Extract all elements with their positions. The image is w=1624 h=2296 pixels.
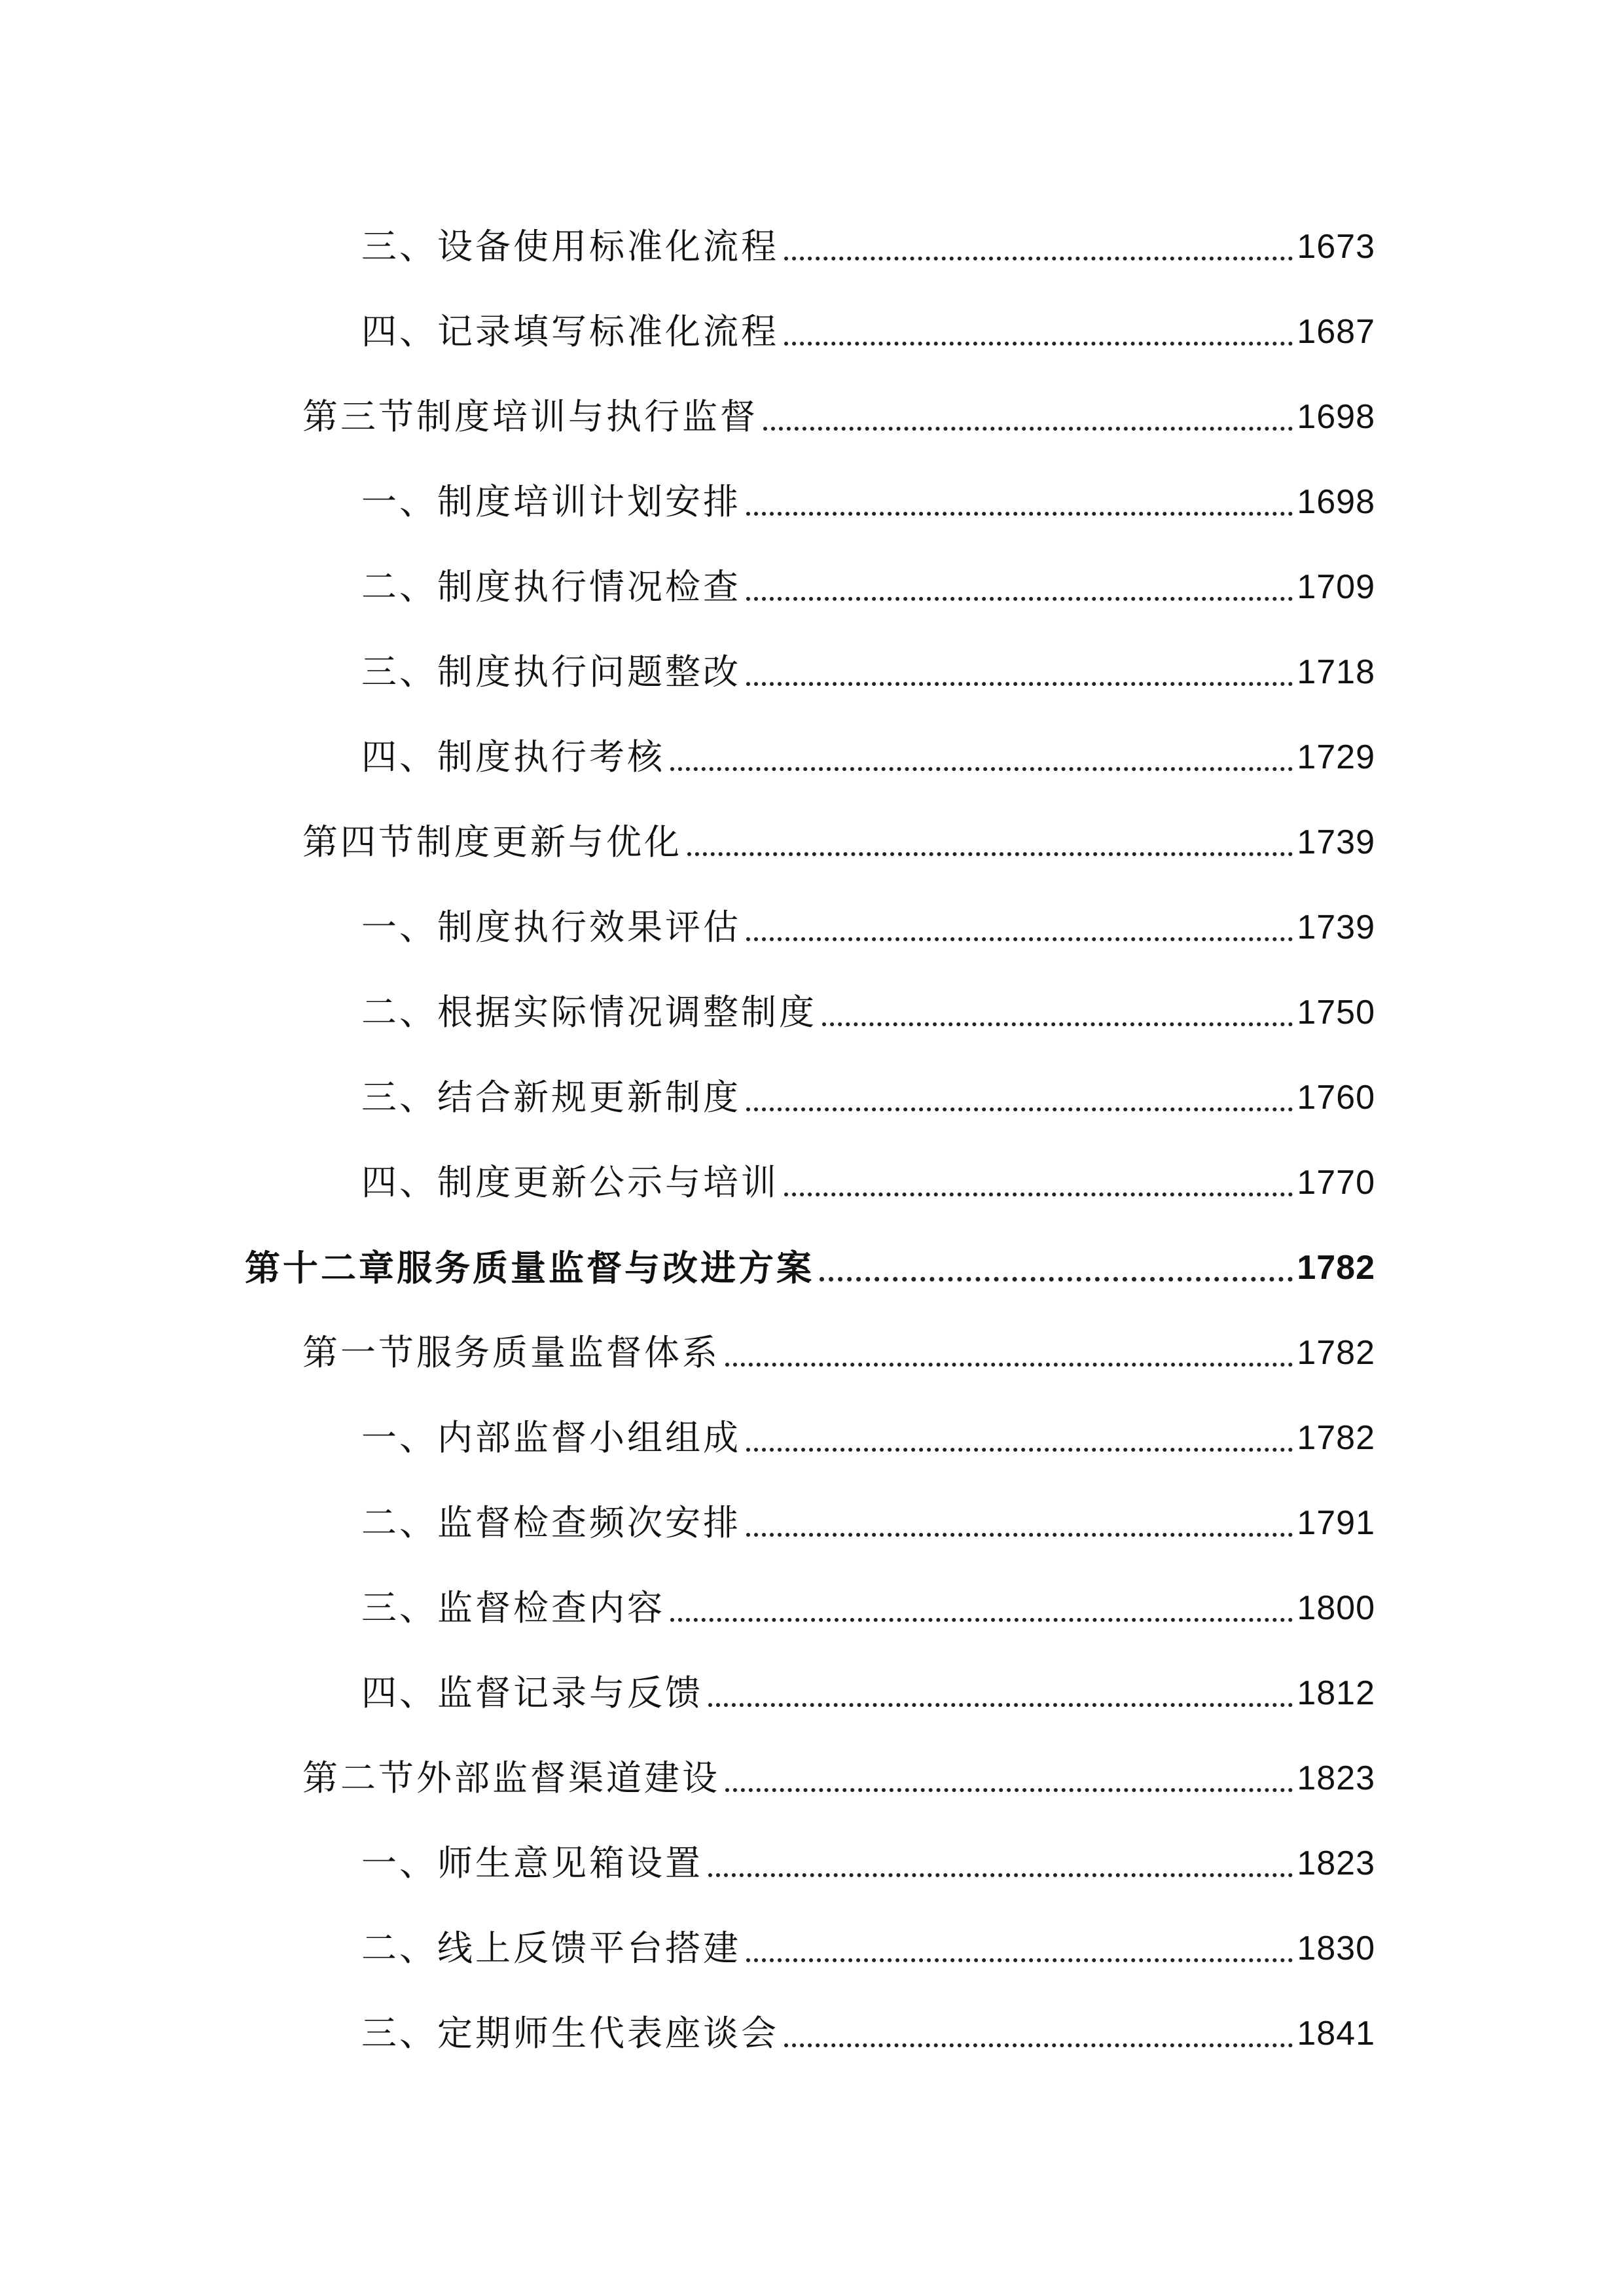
toc-entry-title: 二、线上反馈平台搭建 (361, 1928, 741, 1969)
toc-entry[interactable] (361, 1827, 1375, 1886)
toc-entry-page: 1698 (1297, 398, 1375, 436)
toc-entry-title: 三、监督检查内容 (361, 1587, 665, 1628)
toc-entry[interactable] (361, 211, 1375, 270)
toc-entry-page: 1729 (1297, 738, 1375, 776)
toc-entry[interactable] (361, 636, 1375, 695)
toc-entry[interactable] (302, 1317, 1375, 1376)
toc-entry[interactable] (361, 1912, 1375, 1971)
dot-leader (746, 1448, 1293, 1452)
toc-entry-title: 一、制度培训计划安排 (361, 481, 741, 522)
toc-entry-title: 三、定期师生代表座谈会 (361, 2013, 779, 2054)
dot-leader (820, 1277, 1293, 1282)
dot-leader (746, 937, 1293, 941)
dot-leader (822, 1022, 1293, 1026)
toc-entry[interactable] (361, 721, 1375, 780)
dot-leader (746, 512, 1293, 516)
toc-entry-page: 1830 (1297, 1929, 1375, 1967)
toc-entry-title: 第三节制度培训与执行监督 (302, 396, 758, 437)
toc-entry-page: 1782 (1297, 1419, 1375, 1457)
dot-leader (708, 1873, 1293, 1877)
toc-entry-title: 四、记录填写标准化流程 (361, 311, 779, 352)
toc-entry[interactable] (361, 1402, 1375, 1461)
toc-entry-page: 1823 (1297, 1844, 1375, 1882)
dot-leader (687, 852, 1293, 856)
toc-entry[interactable] (361, 1147, 1375, 1206)
toc-entry-title: 第二节外部监督渠道建设 (302, 1757, 720, 1799)
dot-leader (784, 1193, 1293, 1196)
toc-entry-title: 第十二章服务质量监督与改进方案 (245, 1247, 814, 1289)
toc-entry-title: 一、内部监督小组组成 (361, 1417, 741, 1458)
toc-entry-page: 1739 (1297, 823, 1375, 861)
dot-leader (784, 2043, 1293, 2047)
toc-entry-page: 1770 (1297, 1164, 1375, 1202)
toc-entry-page: 1791 (1297, 1504, 1375, 1542)
dot-leader (746, 1107, 1293, 1111)
dot-leader (670, 1618, 1293, 1622)
toc-entry-title: 第四节制度更新与优化 (302, 821, 682, 863)
toc-entry[interactable] (361, 1657, 1375, 1716)
toc-entry[interactable] (302, 1742, 1375, 1801)
dot-leader (725, 1788, 1293, 1792)
toc-entry-title: 三、结合新规更新制度 (361, 1077, 741, 1118)
toc-entry-title: 三、制度执行问题整改 (361, 651, 741, 692)
toc-entry-page: 1750 (1297, 994, 1375, 1031)
dot-leader (784, 342, 1293, 346)
toc-entry-page: 1760 (1297, 1079, 1375, 1117)
toc-entry-title: 一、制度执行效果评估 (361, 906, 741, 948)
toc-entry[interactable] (361, 296, 1375, 355)
toc-entry-title: 第一节服务质量监督体系 (302, 1332, 720, 1373)
dot-leader (746, 682, 1293, 686)
toc-entry-page: 1739 (1297, 908, 1375, 946)
toc-entry[interactable] (361, 1998, 1375, 2056)
toc-entry-title: 四、制度更新公示与培训 (361, 1162, 779, 1203)
toc-entry-title: 二、制度执行情况检查 (361, 566, 741, 607)
dot-leader (763, 427, 1293, 431)
toc-entry-chapter[interactable] (245, 1232, 1375, 1291)
toc-entry-page: 1687 (1297, 313, 1375, 351)
toc-entry-page: 1782 (1297, 1334, 1375, 1372)
toc-entry-title: 二、根据实际情况调整制度 (361, 992, 817, 1033)
toc-entry-title: 四、监督记录与反馈 (361, 1672, 703, 1713)
toc-entry-page: 1718 (1297, 653, 1375, 691)
toc-entry-page: 1782 (1297, 1249, 1375, 1287)
toc-entry[interactable] (361, 1572, 1375, 1631)
toc-entry[interactable] (302, 806, 1375, 865)
toc-entry-title: 四、制度执行考核 (361, 736, 665, 778)
toc-entry-page: 1673 (1297, 228, 1375, 266)
dot-leader (746, 1533, 1293, 1537)
toc-entry[interactable] (361, 551, 1375, 610)
toc-entry[interactable] (361, 891, 1375, 950)
toc-entry-page: 1698 (1297, 483, 1375, 521)
toc-entry-page: 1709 (1297, 568, 1375, 606)
toc-entry[interactable] (361, 1062, 1375, 1121)
toc-entry-title: 二、监督检查频次安排 (361, 1502, 741, 1543)
toc-entry-title: 三、设备使用标准化流程 (361, 226, 779, 267)
dot-leader (670, 767, 1293, 771)
toc-entry-title: 一、师生意见箱设置 (361, 1842, 703, 1884)
dot-leader (784, 257, 1293, 260)
toc-entry[interactable] (361, 466, 1375, 525)
toc-entry-page: 1841 (1297, 2015, 1375, 2053)
dot-leader (746, 1958, 1293, 1962)
toc-entry[interactable] (361, 977, 1375, 1035)
toc-entry-page: 1823 (1297, 1759, 1375, 1797)
toc-entry[interactable] (302, 381, 1375, 440)
dot-leader (708, 1703, 1293, 1707)
toc-entry[interactable] (361, 1487, 1375, 1546)
toc-entry-page: 1812 (1297, 1674, 1375, 1712)
toc-entry-page: 1800 (1297, 1589, 1375, 1627)
dot-leader (746, 597, 1293, 601)
dot-leader (725, 1363, 1293, 1367)
